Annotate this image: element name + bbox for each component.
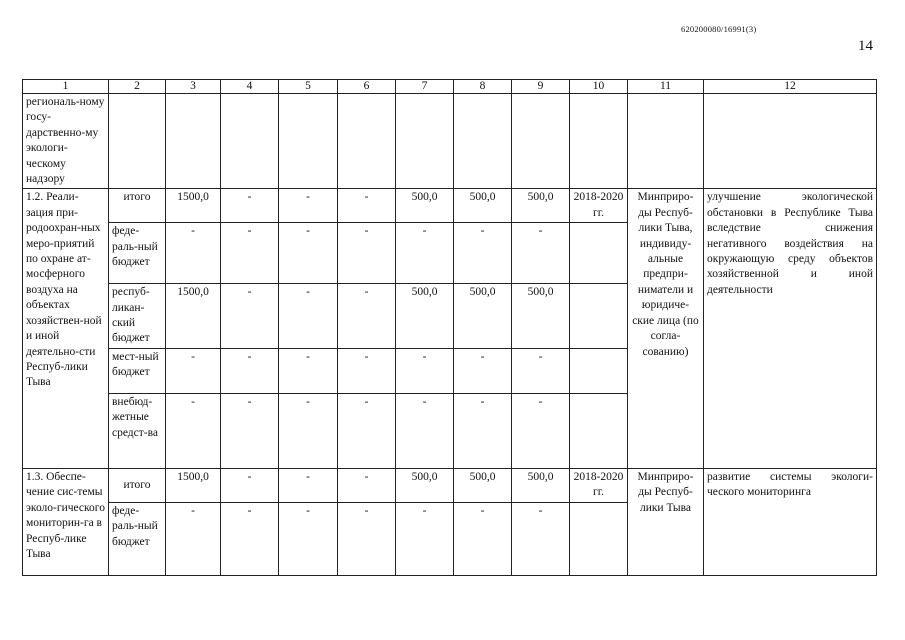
value-cell: - [166,348,221,393]
column-number: 10 [570,80,628,94]
expected-result-cell: развитие системы экологи-ческого мониторинга [704,468,877,575]
value-cell: - [166,393,221,468]
value-cell: - [512,502,570,575]
value-cell: - [279,393,338,468]
value-cell: - [221,348,279,393]
column-number: 9 [512,80,570,94]
value-cell: - [512,348,570,393]
value-cell: - [338,502,396,575]
measure-name-cell: 1.3. Обеспе-чение сис-темы эколо-гического мониторин-га в Респуб-лике Тыва [23,468,109,575]
funding-source-cell: итого [109,189,166,223]
column-number: 5 [279,80,338,94]
value-cell: - [221,223,279,284]
value-cell: - [338,284,396,349]
funding-source-cell: феде-раль-ный бюджет [109,502,166,575]
value-cell: - [166,223,221,284]
document-number: 620200080/16991(3) [681,24,757,34]
program-table [22,79,877,576]
value-cell: - [279,468,338,502]
column-number: 11 [628,80,704,94]
value-cell: - [338,189,396,223]
value-cell: 500,0 [454,189,512,223]
funding-source-cell: итого [109,468,166,502]
funding-source-cell: мест-ный бюджет [109,348,166,393]
value-cell: - [279,284,338,349]
value-cell: - [338,223,396,284]
table-row [23,468,877,502]
value-cell: - [454,393,512,468]
value-cell: - [512,223,570,284]
table-row [23,189,877,223]
funding-source-cell: феде-раль-ный бюджет [109,223,166,284]
column-number: 6 [338,80,396,94]
column-number: 2 [109,80,166,94]
value-cell: - [221,189,279,223]
value-cell: 500,0 [512,468,570,502]
column-number: 3 [166,80,221,94]
value-cell: - [338,393,396,468]
value-cell: - [338,468,396,502]
measure-name-cell: региональ-ному госу-дарственно-му экологи-ческому надзору [23,94,109,189]
period-cell: 2018-2020 гг. [570,189,628,223]
value-cell: - [221,284,279,349]
funding-source-cell: респуб-ликан-ский бюджет [109,284,166,349]
value-cell: 500,0 [512,189,570,223]
column-number: 1 [23,80,109,94]
value-cell: 500,0 [396,189,454,223]
value-cell: - [512,393,570,468]
value-cell: 500,0 [396,468,454,502]
period-cell: 2018-2020 гг. [570,468,628,502]
value-cell: - [396,223,454,284]
value-cell: - [279,348,338,393]
value-cell: 1500,0 [166,284,221,349]
expected-result-cell: улучшение экологической обстановки в Республике Тыва вследствие снижения негативного воздействия на окружающую среду объектов хозяйственной и иной деятельности [704,189,877,468]
value-cell: - [221,393,279,468]
column-number: 7 [396,80,454,94]
value-cell: - [279,223,338,284]
value-cell: 500,0 [454,284,512,349]
value-cell: - [338,348,396,393]
funding-source-cell: внебюд-жетные средст-ва [109,393,166,468]
executor-cell: Минприро-ды Респуб-лики Тыва [628,468,704,575]
value-cell: 500,0 [512,284,570,349]
value-cell: 500,0 [396,284,454,349]
column-number: 8 [454,80,512,94]
measure-name-cell: 1.2. Реали-зация при-родоохран-ных меро-приятий по охране ат-мосферного воздуха на объектах хозяйствен-ной и иной деятельно-сти Респуб-лики Тыва [23,189,109,468]
column-number: 4 [221,80,279,94]
column-number-row [23,80,877,94]
value-cell: - [454,348,512,393]
column-number: 12 [704,80,877,94]
value-cell: 1500,0 [166,468,221,502]
value-cell: - [454,502,512,575]
value-cell: - [279,189,338,223]
value-cell: - [166,502,221,575]
table-row [23,94,877,189]
value-cell: - [396,348,454,393]
value-cell: - [279,502,338,575]
value-cell: 500,0 [454,468,512,502]
page-number: 14 [858,38,873,54]
value-cell: - [221,502,279,575]
value-cell: - [396,502,454,575]
value-cell: - [396,393,454,468]
value-cell: - [221,468,279,502]
value-cell: 1500,0 [166,189,221,223]
executor-cell: Минприро-ды Респуб-лики Тыва, индивиду-альные предпри-ниматели и юридиче-ские лица (по согла-сованию) [628,189,704,468]
value-cell: - [454,223,512,284]
